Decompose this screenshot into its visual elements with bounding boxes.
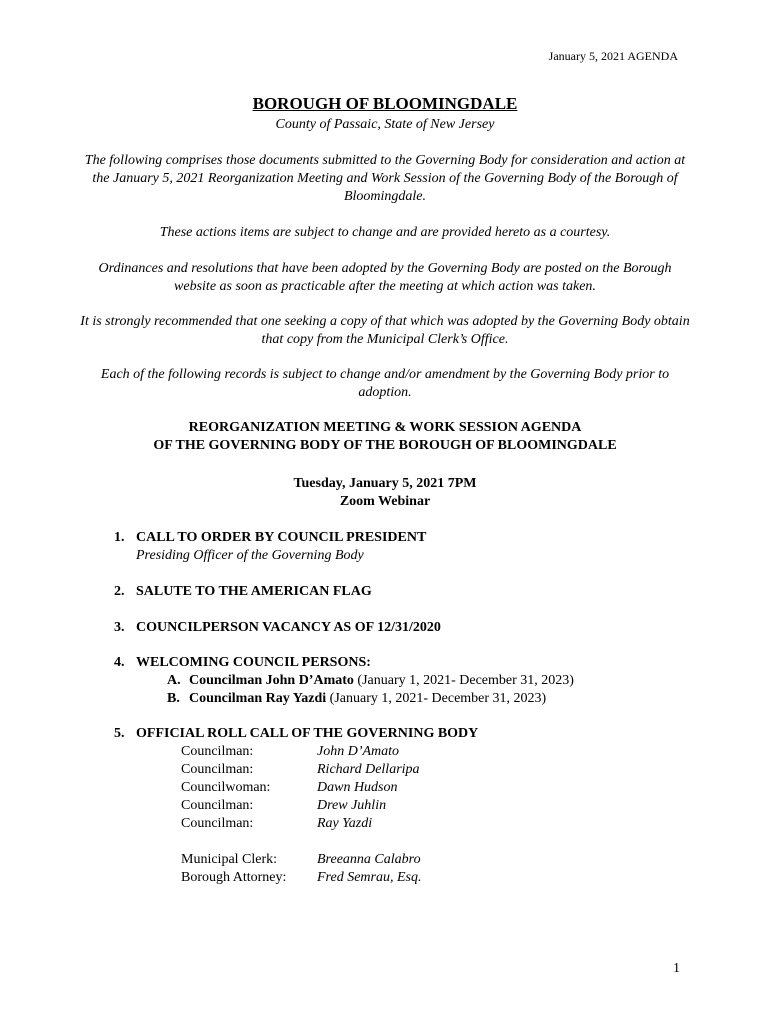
roll-call-row bbox=[181, 779, 581, 797]
roll-call-row bbox=[181, 797, 581, 815]
intro-paragraph: Ordinances and resolutions that have been adopted by the Governing Body are posted on the Borough website as soon as practicable after the meeting at which action was taken. bbox=[98, 261, 672, 294]
welcome-entry bbox=[167, 672, 667, 690]
intro-paragraph: It is strongly recommended that one seeking a copy of that which was adopted by the Governing Body obtain that copy from the Municipal Clerk’s Office. bbox=[80, 314, 690, 347]
meeting-info bbox=[80, 475, 690, 511]
officer-row bbox=[181, 869, 581, 887]
welcome-entry bbox=[167, 690, 667, 708]
roll-role: Councilman: bbox=[181, 816, 254, 831]
item-title: CALL TO ORDER BY COUNCIL PRESIDENT bbox=[136, 530, 427, 545]
roll-call-row bbox=[181, 815, 581, 833]
meeting-datetime: Tuesday, January 5, 2021 7PM bbox=[293, 476, 477, 491]
welcome-term: (January 1, 2021- December 31, 2023) bbox=[353, 673, 574, 688]
intro-paragraph: These actions items are subject to change and are provided hereto as a courtesy. bbox=[159, 225, 611, 240]
county-subtitle: County of Passaic, State of New Jersey bbox=[275, 117, 495, 132]
page-number: 1 bbox=[673, 961, 680, 976]
item-title: COUNCILPERSON VACANCY AS OF 12/31/2020 bbox=[136, 620, 441, 635]
officer-name: Fred Semrau, Esq. bbox=[317, 870, 422, 885]
roll-name: Richard Dellaripa bbox=[317, 762, 420, 777]
roll-name: Ray Yazdi bbox=[317, 816, 373, 831]
roll-role: Councilman: bbox=[181, 744, 254, 759]
agenda-item bbox=[114, 619, 714, 637]
roll-call-row bbox=[181, 761, 581, 779]
item-number: 1. bbox=[114, 530, 125, 545]
item-number: 3. bbox=[114, 620, 125, 635]
agenda-item bbox=[114, 529, 714, 565]
roll-role: Councilman: bbox=[181, 798, 254, 813]
meeting-venue: Zoom Webinar bbox=[339, 494, 431, 509]
agenda-item bbox=[114, 725, 714, 743]
agenda-item bbox=[114, 654, 714, 672]
intro-paragraph: The following comprises those documents submitted to the Governing Body for consideration and action at the January 5, 2021 Reorganization Meeting and Work Session of the Governing Body of the Borough of Bloomingdale. bbox=[84, 153, 686, 204]
item-title: SALUTE TO THE AMERICAN FLAG bbox=[136, 584, 372, 599]
officer-name: Breeanna Calabro bbox=[317, 852, 421, 867]
officer-row bbox=[181, 851, 581, 869]
item-number: 2. bbox=[114, 584, 125, 599]
agenda-heading-line: REORGANIZATION MEETING & WORK SESSION AGENDA bbox=[188, 420, 582, 435]
welcome-name: Councilman John D’Amato bbox=[189, 673, 354, 688]
welcome-letter: B. bbox=[167, 691, 180, 706]
welcome-letter: A. bbox=[167, 673, 181, 688]
document-title: BOROUGH OF BLOOMINGDALE bbox=[252, 94, 518, 113]
roll-name: Dawn Hudson bbox=[317, 780, 398, 795]
header-date: January 5, 2021 AGENDA bbox=[548, 49, 678, 63]
welcome-term: (January 1, 2021- December 31, 2023) bbox=[326, 691, 547, 706]
roll-name: Drew Juhlin bbox=[317, 798, 387, 813]
item-number: 4. bbox=[114, 655, 125, 670]
roll-role: Councilwoman: bbox=[181, 780, 271, 795]
officer-role: Borough Attorney: bbox=[181, 870, 287, 885]
item-number: 5. bbox=[114, 726, 125, 741]
item-subtitle: Presiding Officer of the Governing Body bbox=[136, 548, 364, 563]
roll-call-row bbox=[181, 743, 581, 761]
officer-role: Municipal Clerk: bbox=[181, 852, 278, 867]
welcome-name: Councilman Ray Yazdi bbox=[189, 691, 327, 706]
agenda-heading-line: OF THE GOVERNING BODY OF THE BOROUGH OF BLOOMINGDALE bbox=[153, 438, 617, 453]
item-title: OFFICIAL ROLL CALL OF THE GOVERNING BODY bbox=[136, 726, 479, 741]
agenda-item bbox=[114, 583, 714, 601]
roll-role: Councilman: bbox=[181, 762, 254, 777]
intro-paragraph: Each of the following records is subject to change and/or amendment by the Governing Body prior to adoption. bbox=[100, 367, 670, 400]
item-title: WELCOMING COUNCIL PERSONS: bbox=[136, 655, 371, 670]
agenda-heading bbox=[80, 419, 690, 455]
roll-name: John D’Amato bbox=[317, 744, 400, 759]
